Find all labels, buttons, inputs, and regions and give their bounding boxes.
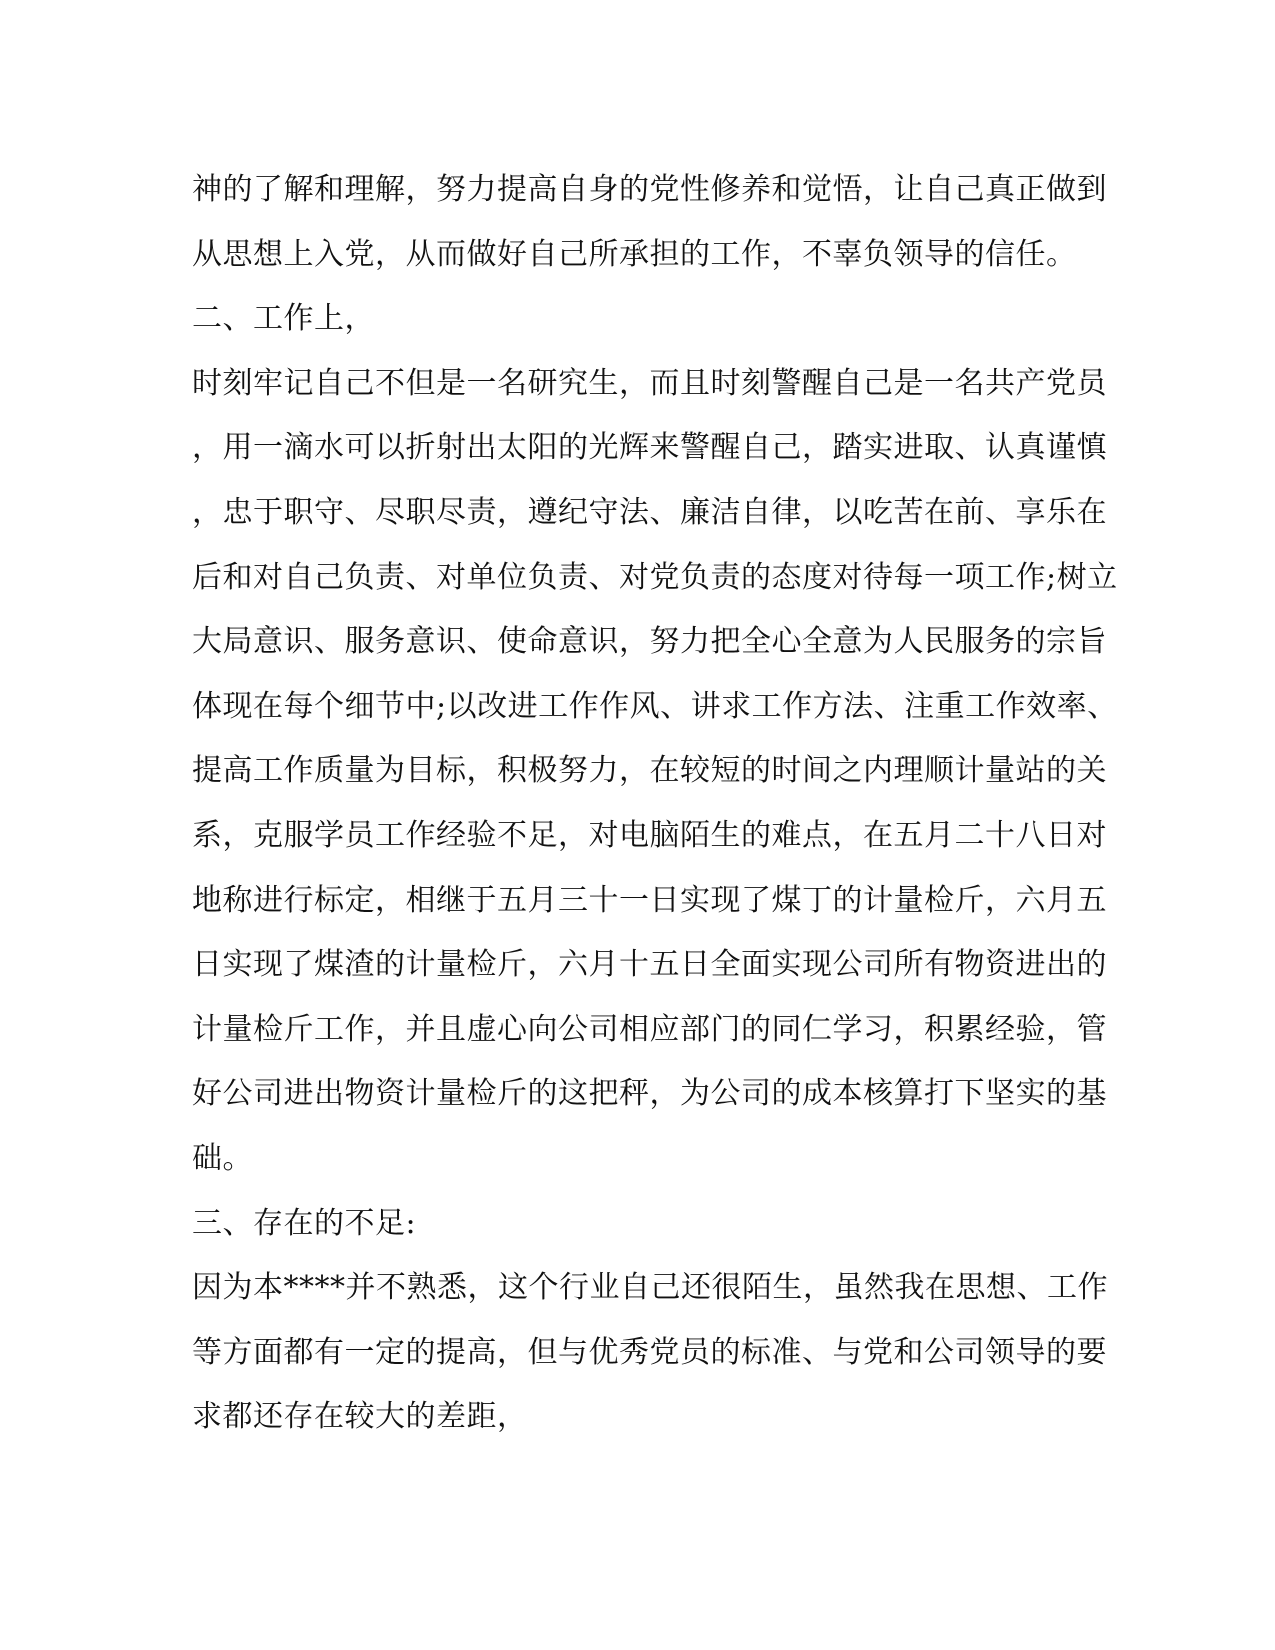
section-heading: 二、工作上， [192, 301, 375, 337]
text-line: 时刻牢记自己不但是一名研究生，而且时刻警醒自己是一名共产党员 [192, 365, 1107, 401]
section-heading: 三、存在的不足: [192, 1205, 417, 1241]
text-line: ，用一滴水可以折射出太阳的光辉来警醒自己，踏实进取、认真谨慎 [192, 430, 1107, 466]
text-line: 日实现了煤渣的计量检斤，六月十五日全面实现公司所有物资进出的 [192, 947, 1107, 983]
text-line: 地称进行标定，相继于五月三十一日实现了煤丁的计量检斤，六月五 [192, 882, 1107, 918]
text-line: ，忠于职守、尽职尽责，遵纪守法、廉洁自律，以吃苦在前、享乐在 [192, 494, 1107, 530]
text-line: 因为本****并不熟悉，这个行业自己还很陌生，虽然我在思想、工作 [192, 1270, 1108, 1306]
text-line: 从思想上入党，从而做好自己所承担的工作，不辜负领导的信任。 [192, 236, 1077, 272]
text-line: 神的了解和理解，努力提高自身的党性修养和觉悟，让自己真正做到 [192, 172, 1107, 207]
text-line: 提高工作质量为目标，积极努力，在较短的时间之内理顺计量站的关 [192, 753, 1107, 789]
text-line: 求都还存在较大的差距， [192, 1399, 528, 1435]
text-line: 础。 [192, 1140, 253, 1176]
text-line: 大局意识、服务意识、使命意识，努力把全心全意为人民服务的宗旨 [192, 624, 1107, 660]
text-line: 后和对自己负责、对单位负责、对党负责的态度对待每一项工作;树立 [192, 559, 1118, 595]
text-line: 好公司进出物资计量检斤的这把秤，为公司的成本核算打下坚实的基 [192, 1076, 1107, 1112]
body-text [192, 158, 1118, 1450]
text-line: 计量检斤工作，并且虚心向公司相应部门的同仁学习，积累经验，管 [192, 1011, 1107, 1047]
text-line: 体现在每个细节中;以改进工作作风、讲求工作方法、注重工作效率、 [192, 688, 1118, 724]
text-line: 等方面都有一定的提高，但与优秀党员的标准、与党和公司领导的要 [192, 1334, 1107, 1370]
text-line: 系，克服学员工作经验不足，对电脑陌生的难点，在五月二十八日对 [192, 817, 1107, 853]
